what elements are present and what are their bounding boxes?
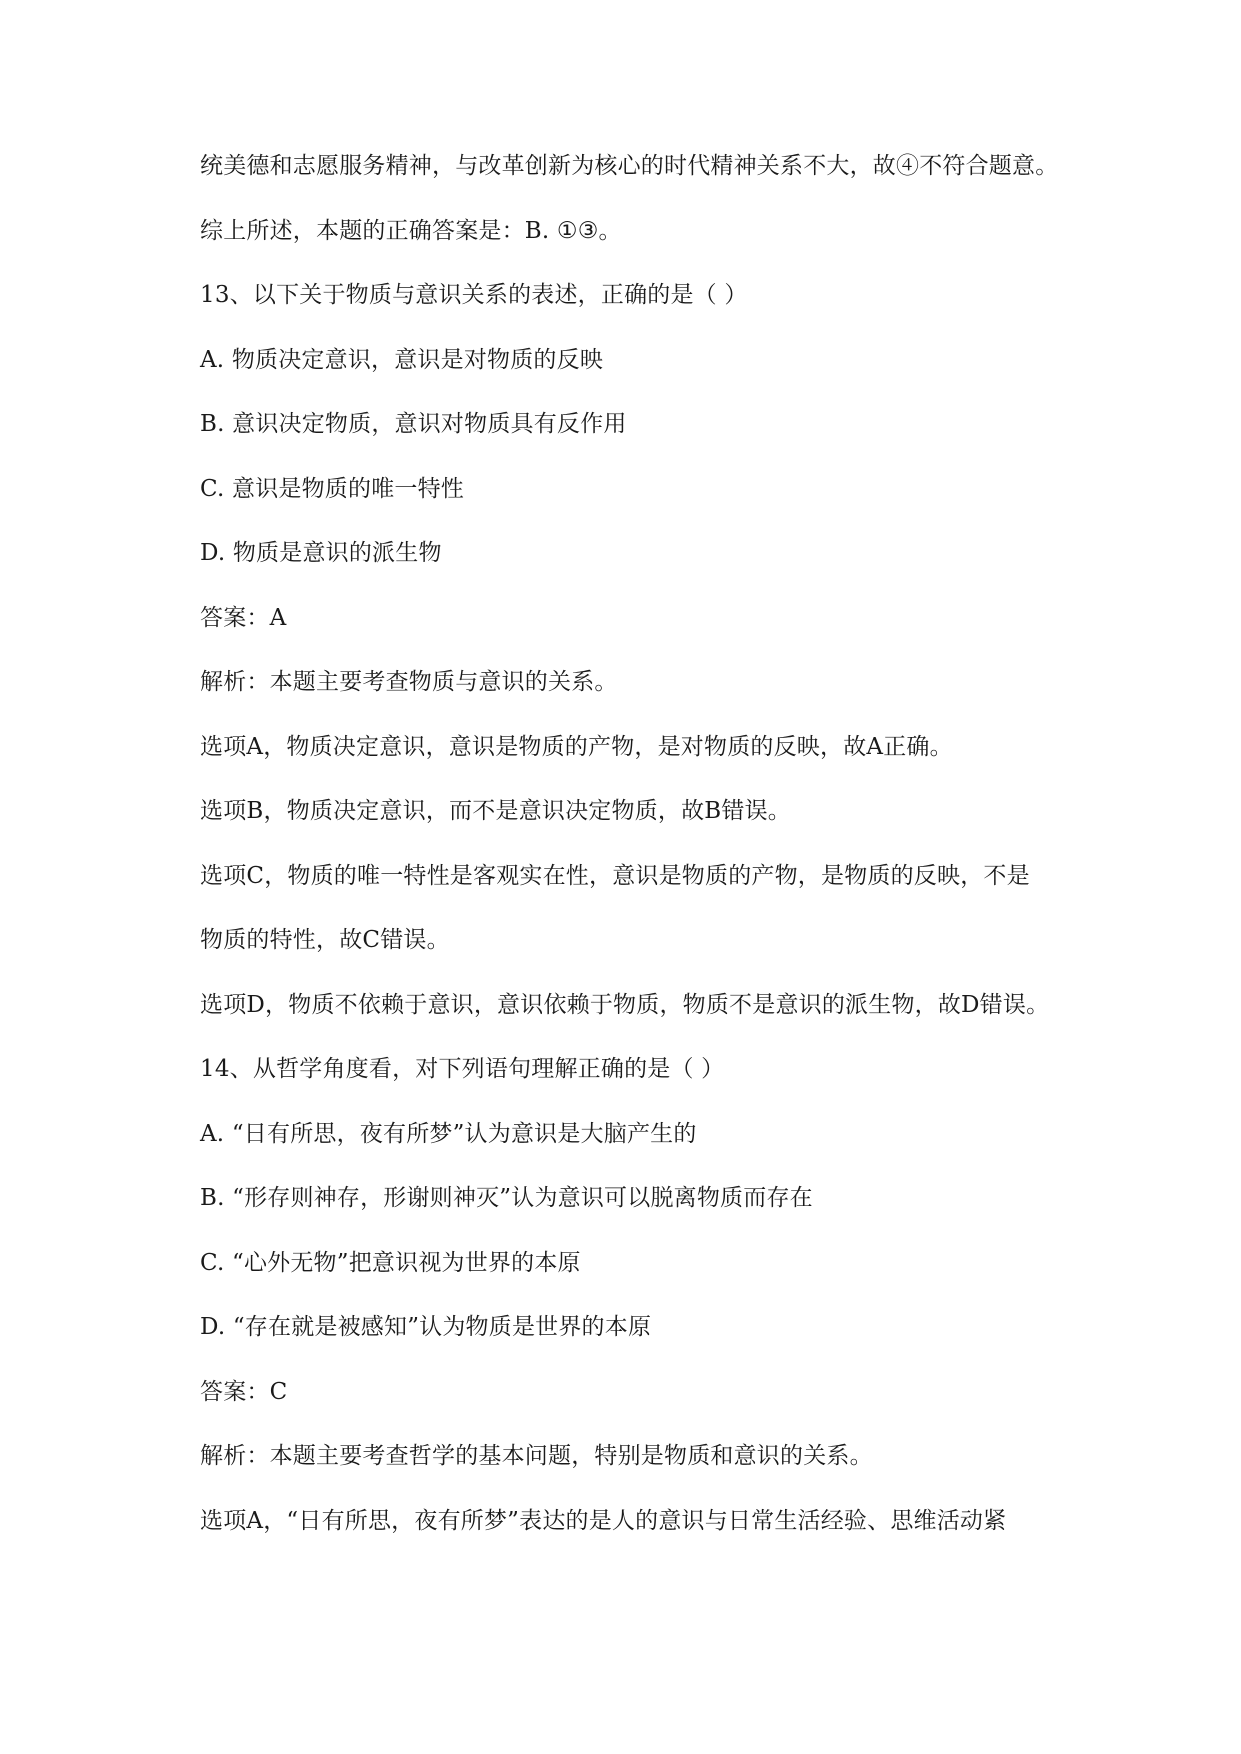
text-line-continuation: 统美德和志愿服务精神，与改革创新为核心的时代精神关系不大，故④不符合题意。 bbox=[200, 153, 1059, 179]
question-13-analysis: 解析：本题主要考查物质与意识的关系。 bbox=[200, 669, 618, 695]
question-14-stem: 14、从哲学角度看，对下列语句理解正确的是（ ） bbox=[200, 1056, 725, 1082]
question-14-answer: 答案：C bbox=[200, 1378, 288, 1405]
question-13-analysis-c: 选项C，物质的唯一特性是客观实在性，意识是物质的产物，是物质的反映，不是 bbox=[200, 862, 1030, 889]
question-13-analysis-d: 选项D，物质不依赖于意识，意识依赖于物质，物质不是意识的派生物，故D错误。 bbox=[200, 991, 1050, 1018]
question-13-option-b: B. 意识决定物质，意识对物质具有反作用 bbox=[200, 411, 627, 437]
question-13-stem: 13、以下关于物质与意识关系的表述，正确的是（ ） bbox=[200, 282, 748, 308]
question-13-analysis-c-cont: 物质的特性，故C错误。 bbox=[200, 927, 450, 953]
question-14-analysis-a: 选项A，“日有所思，夜有所梦”表达的是人的意识与日常生活经验、思维活动紧 bbox=[200, 1507, 1007, 1534]
question-13-option-d: D. 物质是意识的派生物 bbox=[200, 540, 442, 566]
question-14-option-d: D. “存在就是被感知”认为物质是世界的本原 bbox=[200, 1314, 652, 1340]
question-13-answer: 答案：A bbox=[200, 604, 287, 631]
document-body bbox=[200, 148, 1100, 1567]
question-13-analysis-a: 选项A，物质决定意识，意识是物质的产物，是对物质的反映，故A正确。 bbox=[200, 733, 953, 760]
question-13-option-c: C. 意识是物质的唯一特性 bbox=[200, 475, 465, 502]
question-14-option-c: C. “心外无物”把意识视为世界的本原 bbox=[200, 1249, 581, 1276]
text-line-summary: 综上所述，本题的正确答案是：B. ①③。 bbox=[200, 217, 622, 244]
question-14-option-a: A. “日有所思，夜有所梦”认为意识是大脑产生的 bbox=[200, 1120, 697, 1147]
question-14-analysis: 解析：本题主要考查哲学的基本问题，特别是物质和意识的关系。 bbox=[200, 1443, 873, 1469]
question-13-analysis-b: 选项B，物质决定意识，而不是意识决定物质，故B错误。 bbox=[200, 798, 792, 824]
question-13-option-a: A. 物质决定意识，意识是对物质的反映 bbox=[200, 346, 604, 373]
question-14-option-b: B. “形存则神存，形谢则神灭”认为意识可以脱离物质而存在 bbox=[200, 1185, 813, 1211]
